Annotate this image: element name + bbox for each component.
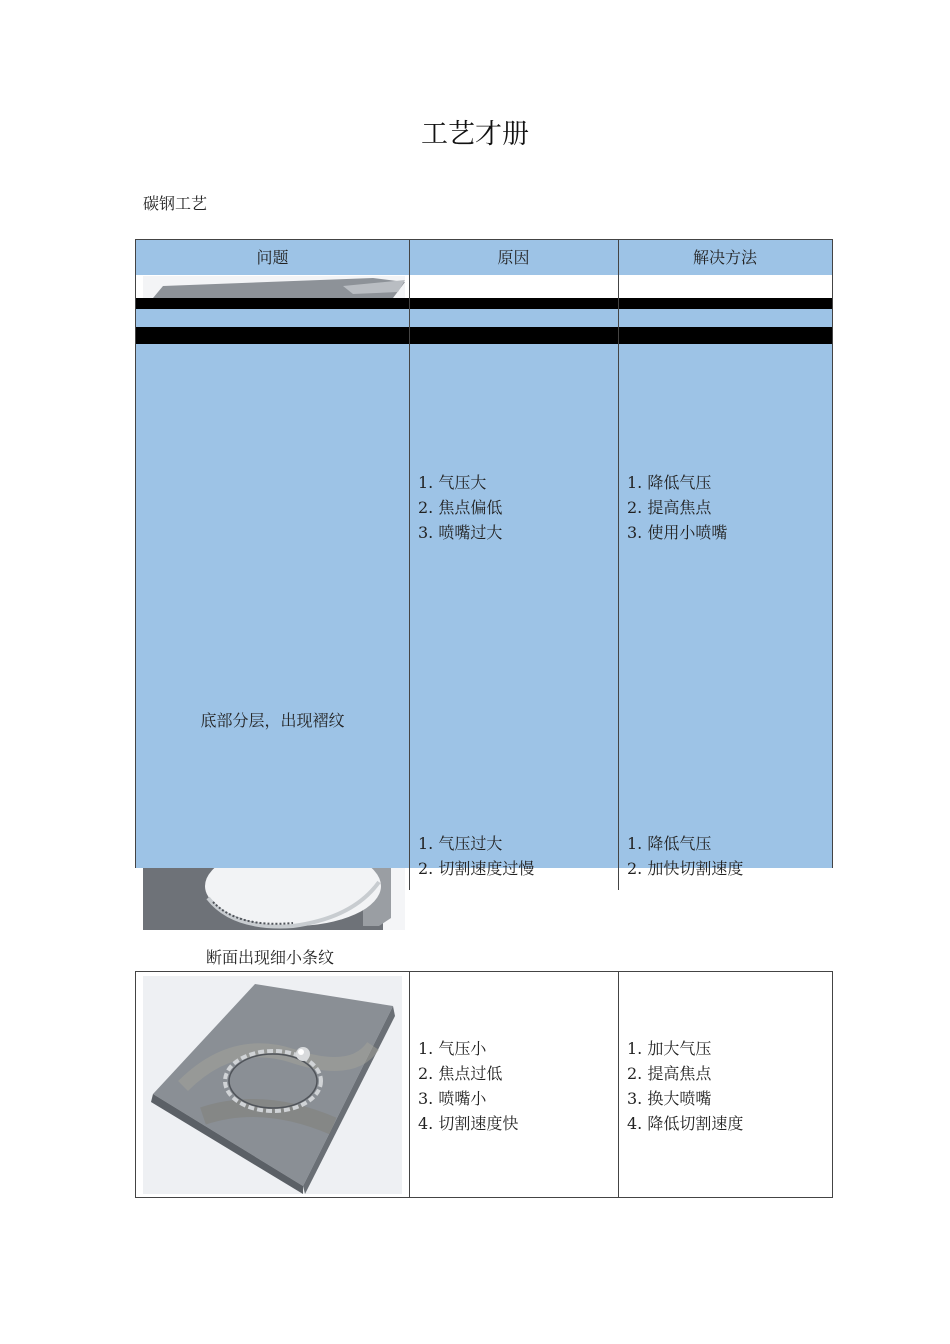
grid-line — [832, 239, 833, 868]
grid-line — [135, 239, 833, 240]
list-item: 2. 焦点偏低 — [418, 498, 503, 517]
list-item: 1. 降低气压 — [627, 473, 712, 492]
list-item: 2. 焦点过低 — [418, 1064, 503, 1083]
list-item: 3. 喷嘴过大 — [418, 523, 503, 542]
cut-plate-photo — [143, 868, 405, 930]
document-title: 工艺才册 — [421, 119, 529, 150]
blue-band — [136, 309, 832, 327]
list-item: 2. 提高焦点 — [627, 498, 712, 517]
grid-line — [618, 971, 619, 1198]
cause-list-2 — [418, 831, 534, 881]
grid-line — [409, 971, 410, 1198]
cause-list-1 — [418, 470, 502, 545]
grid-line — [135, 239, 136, 868]
problem-label-1: 底部分层，出现褶纹 — [200, 711, 345, 730]
cause-list-3 — [418, 1036, 518, 1136]
rusty-plate-photo-top — [143, 276, 405, 298]
header-cause: 原因 — [497, 248, 530, 267]
list-item: 2. 加快切割速度 — [627, 859, 744, 878]
list-item: 1. 气压大 — [418, 473, 487, 492]
solution-list-1 — [627, 470, 727, 545]
header-problem: 问题 — [256, 248, 289, 267]
grid-line — [409, 239, 410, 890]
grid-line — [832, 971, 833, 1198]
list-item: 4. 切割速度快 — [418, 1114, 519, 1133]
redaction-bar — [135, 327, 833, 344]
list-item: 4. 降低切割速度 — [627, 1114, 744, 1133]
list-item: 3. 喷嘴小 — [418, 1089, 487, 1108]
list-item: 2. 切割速度过慢 — [418, 859, 535, 878]
solution-list-2 — [627, 831, 743, 881]
section-title: 碳钢工艺 — [143, 194, 208, 213]
list-item: 3. 换大喷嘴 — [627, 1089, 712, 1108]
list-item: 1. 气压小 — [418, 1039, 487, 1058]
grid-line — [135, 971, 833, 972]
list-item: 1. 降低气压 — [627, 834, 712, 853]
header-solution: 解决方法 — [692, 248, 757, 267]
solution-list-3 — [627, 1036, 743, 1136]
steel-plate-photo — [143, 976, 402, 1194]
list-item: 2. 提高焦点 — [627, 1064, 712, 1083]
list-item: 1. 气压过大 — [418, 834, 503, 853]
grid-line — [135, 1197, 833, 1198]
grid-line — [135, 971, 136, 1198]
row-highlight — [136, 344, 832, 868]
problem-label-2: 断面出现细小条纹 — [206, 948, 335, 967]
grid-line — [618, 239, 619, 890]
list-item: 1. 加大气压 — [627, 1039, 712, 1058]
redaction-bar — [135, 298, 833, 309]
list-item: 3. 使用小喷嘴 — [627, 523, 728, 542]
